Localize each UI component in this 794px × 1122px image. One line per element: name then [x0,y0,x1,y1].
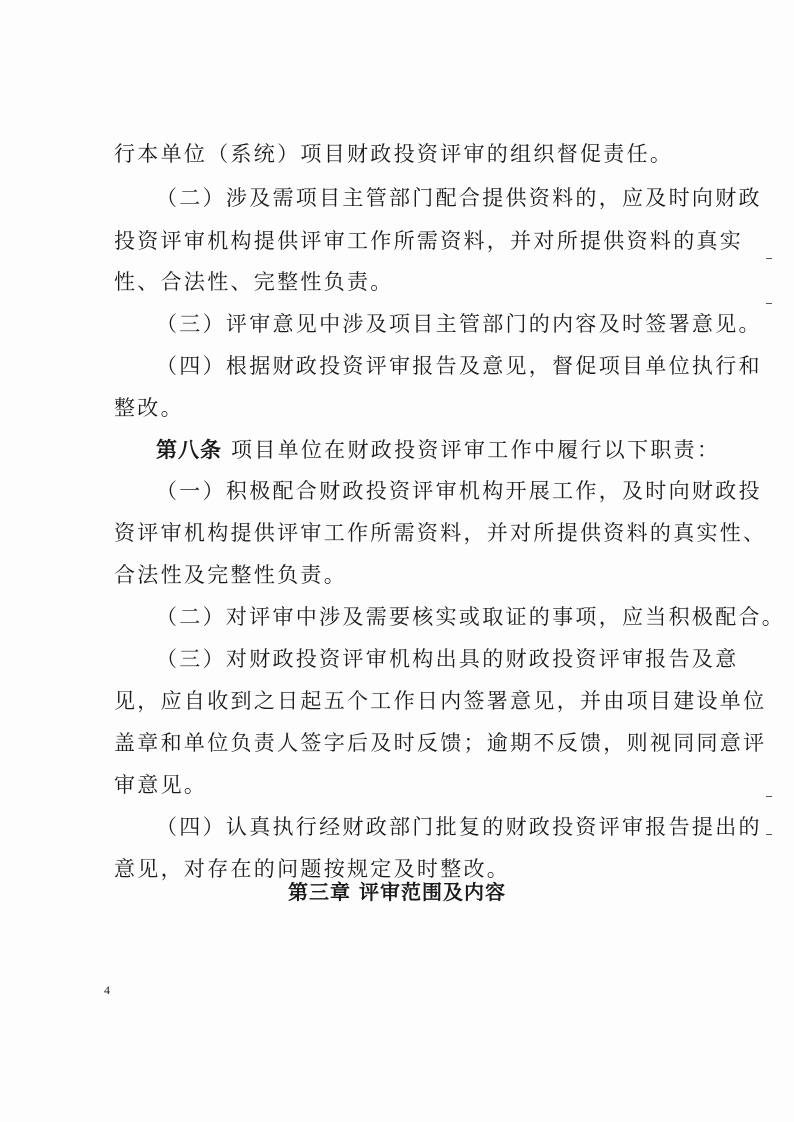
body-line: （三）评审意见中涉及项目主管部门的内容及时签署意见。 [156,312,762,336]
scan-mark [766,258,772,259]
body-line: 合法性及完整性负责。 [114,563,347,587]
body-line: 性、合法性、完整性负责。 [114,270,394,294]
article-text: 项目单位在财政投资评审工作中履行以下职责： [230,438,721,462]
scan-mark [766,303,772,304]
body-line: （一）积极配合财政投资评审机构开展工作，及时向财政投 [156,479,762,503]
body-line: 投资评审机构提供评审工作所需资料，并对所提供资料的真实 [114,229,744,253]
body-line: （三）对财政投资评审机构出具的财政投资评审报告及意 [156,647,739,671]
body-line: 意见，对存在的问题按规定及时整改。 [114,857,511,881]
scan-mark [766,834,772,835]
chapter-title: 第三章 评审范围及内容 [288,880,506,904]
article-heading: 第八条 [156,437,222,462]
body-line: （二）涉及需项目主管部门配合提供资料的，应及时向财政 [156,186,762,210]
scan-mark [766,796,772,797]
article-line [156,435,721,465]
body-line: 行本单位（系统）项目财政投资评审的组织督促责任。 [114,142,674,166]
page-number: 4 [104,983,110,997]
body-line: （四）根据财政投资评审报告及意见，督促项目单位执行和 [156,354,762,378]
body-line: 审意见。 [114,773,208,797]
body-line: 资评审机构提供评审工作所需资料，并对所提供资料的真实性、 [114,521,767,545]
body-line: 盖章和单位负责人签字后及时反馈；逾期不反馈，则视同同意评 [114,731,767,755]
body-line: 见，应自收到之日起五个工作日内签署意见，并由项目建设单位 [114,689,767,713]
body-line: （二）对评审中涉及需要核实或取证的事项，应当积极配合。 [156,605,786,629]
body-line: 整改。 [114,396,184,420]
body-line: （四）认真执行经财政部门批复的财政投资评审报告提出的 [156,815,762,839]
